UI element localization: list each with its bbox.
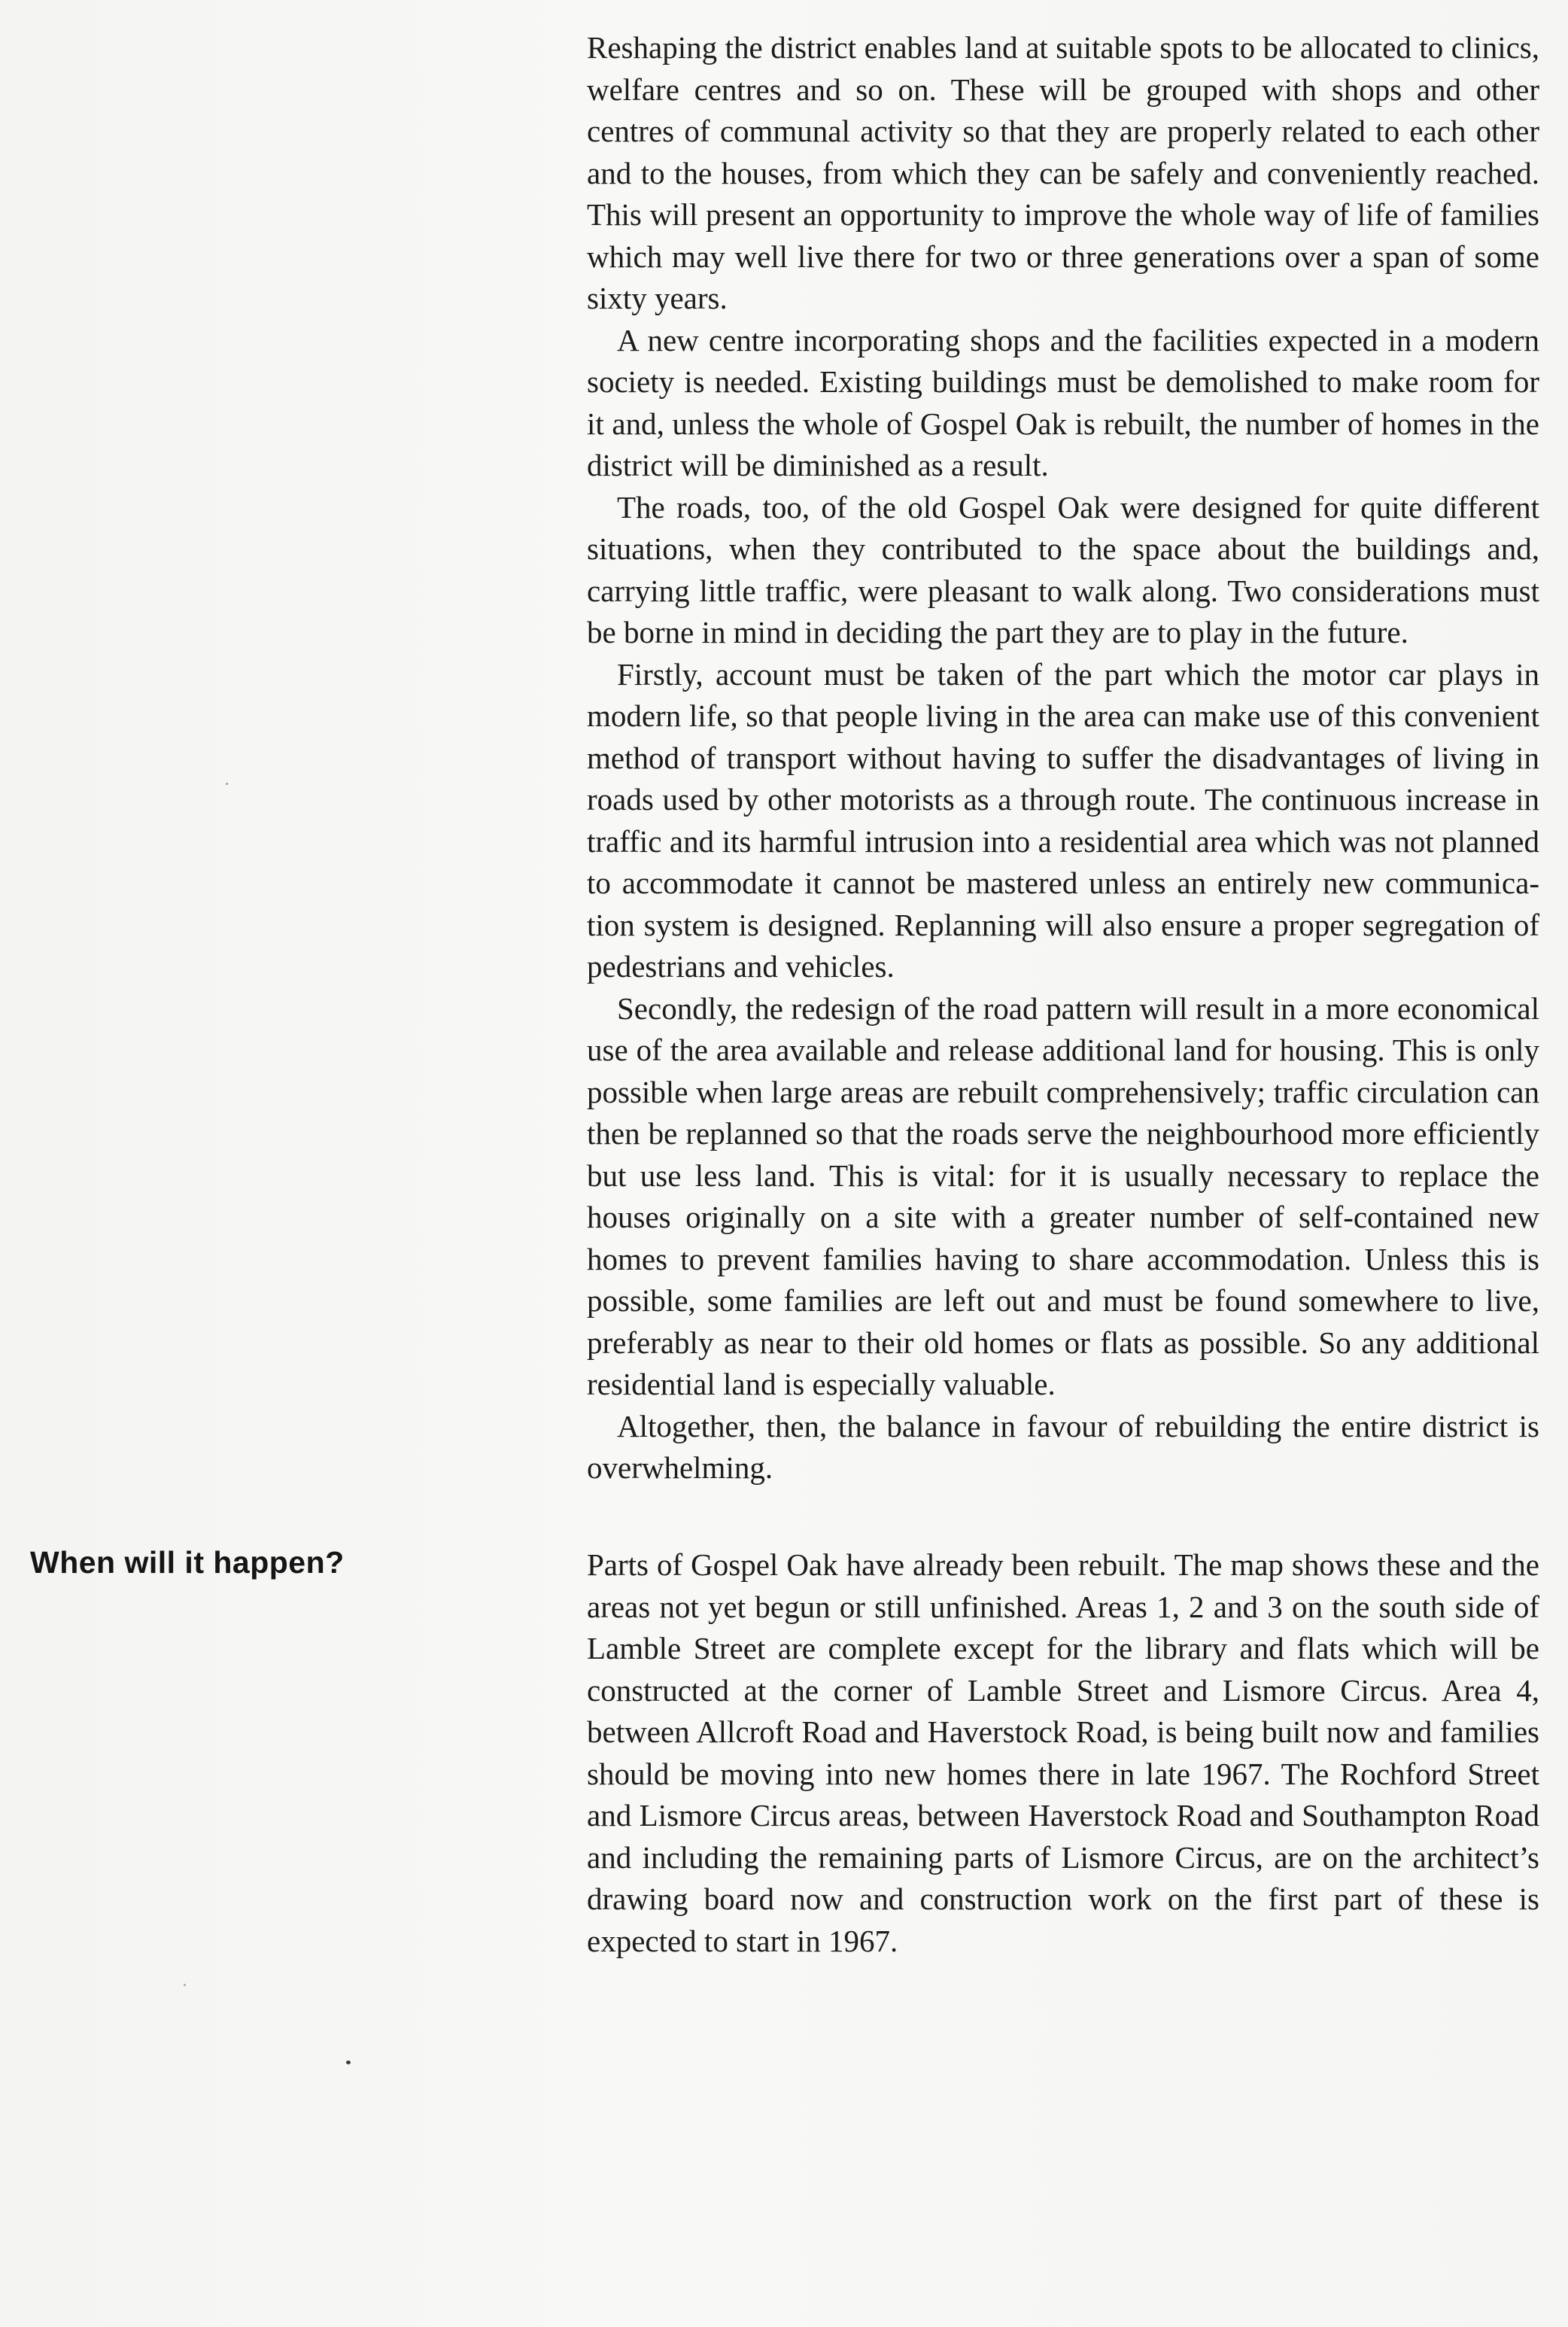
body-text-section xyxy=(587,27,1539,1489)
when-section-text xyxy=(587,1544,1539,1962)
section-heading: When will it happen? xyxy=(30,1545,345,1580)
paragraph-altogether: Altogether, then, the balance in favour of rebuilding the entire district is overwhelming. xyxy=(587,1408,1539,1485)
print-speck xyxy=(226,783,228,785)
paragraph-roads: The roads, too, of the old Gospel Oak were designed for quite different situations, when they contributed to the space about the buildings and, carrying little traffic, were pleasant to walk along. Two considerations must be borne in mind in deciding the part they are to play in the future. xyxy=(587,489,1539,649)
paragraph-clinics: Reshaping the district enables land at suitable spots to be allocated to clinics, welfare centres and so on. These will be grouped with shops and other centres of communal activity so that they are properly related to each other and to the houses, from which they can be safely and conveniently reached. This will present an opportunity to improve the whole way of life of families which may well live there for two or three generations over a span of some sixty years. xyxy=(587,30,1539,315)
paragraph-secondly: Secondly, the redesign of the road pattern will result in a more economical use of the area available and release additional land for housing. This is only possible when large areas are rebuilt comprehensively; traffic circulation can then be replanned so that the roads serve the neighbourhood more efficiently but use less land. This is vital: for it is usually necessary to replace the houses originally on a site with a greater number of self-contained new homes to prevent families having to share accommodation. Unless this is possible, some families are left out and must be found somewhere to live, preferably as near to their old homes or flats as possible. So any additional residential land is especially valuable. xyxy=(587,990,1539,1401)
print-speck xyxy=(346,2061,351,2064)
paragraph-new-centre: A new centre incorporating shops and the facilities expected in a modern society is needed. Existing buildings must be demolished to make room for it and, unless the whole of Gospel Oak is rebuilt, the number of homes in the district will be diminished as a result. xyxy=(587,322,1539,482)
print-speck xyxy=(184,1984,186,1986)
paragraph-firstly: Firstly, account must be taken of the part which the motor car plays in modern life, so that people living in the area can make use of this convenient method of transport without having to suffer the disadvantages of living in roads used by other motorists as a through route. The continuous increase in traffic and its harmful intrusion into a residential area which was not planned to accommodate it cannot be mastered unless an entirely new communication system is designed. Replanning will also ensure a proper segregation of pedestrians and vehicles. xyxy=(587,656,1539,984)
paragraph-timeline: Parts of Gospel Oak have already been rebuilt. The map shows these and the areas not yet begun or still unfinished. Areas 1, 2 and 3 on the south side of Lamble Street are complete except for the library and flats which will be constructed at the corner of Lamble Street and Lismore Circus. Area 4, between Allcroft Road and Haverstock Road, is being built now and families should be moving into new homes there in late 1967. The Rochford Street and Lismore Circus areas, between Haverstock Road and Southampton Road and including the remaining parts of Lismore Circus, are on the architect’s drawing board now and construction work on the first part of these is expected to start in 1967. xyxy=(587,1547,1539,1958)
